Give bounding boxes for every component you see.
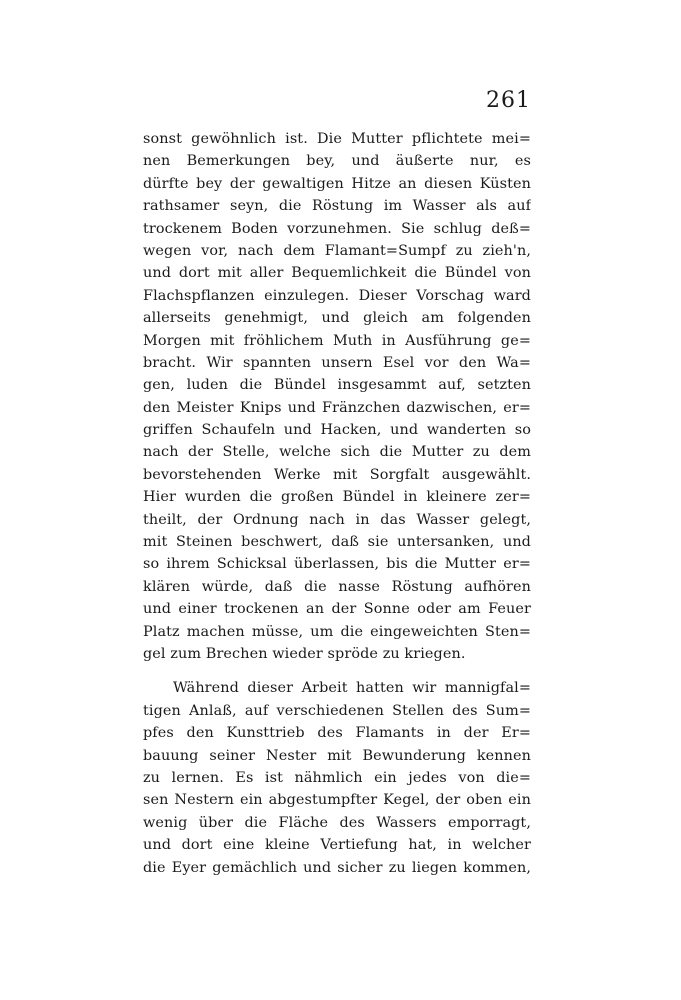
text-line: bracht. Wir spannten unsern Esel vor den Wa= — [143, 354, 531, 371]
paragraph — [143, 128, 531, 665]
text-line: gen, luden die Bündel insgesammt auf, setzten — [143, 377, 531, 394]
text-line: pfes den Kunsttrieb des Flamants in der Er= — [143, 725, 531, 742]
text-line: tigen Anlaß, auf verschiedenen Stellen des Sum= — [143, 702, 531, 719]
text-line: sonst gewöhnlich ist. Die Mutter pflichtete mei= — [143, 131, 531, 147]
page-number: 261 — [486, 88, 531, 113]
text-line: und dort eine kleine Vertiefung hat, in welcher — [143, 837, 531, 854]
text-line: zu lernen. Es ist nähmlich ein jedes von die= — [143, 769, 531, 786]
text-line: Flachspflanzen einzulegen. Dieser Vorschag ward — [143, 287, 531, 304]
text-line: wenig über die Fläche des Wassers emporragt, — [143, 814, 531, 831]
text-line: Während dieser Arbeit hatten wir mannigfal= — [173, 680, 531, 697]
text-line: nach der Stelle, welche sich die Mutter zu dem — [143, 444, 531, 461]
paragraph-gap — [143, 665, 531, 677]
text-line: theilt, der Ordnung nach in das Wasser gelegt, — [143, 511, 531, 528]
text-line: wegen vor, nach dem Flamant=Sumpf zu zieh'n, — [143, 242, 531, 259]
text-line: allerseits genehmigt, und gleich am folgenden — [143, 310, 531, 327]
paragraph — [143, 677, 531, 879]
text-line: bauung seiner Nester mit Bewunderung kennen — [143, 747, 531, 764]
text-line: trockenem Boden vorzunehmen. Sie schlug deß= — [143, 220, 531, 237]
text-line: die Eyer gemächlich und sicher zu liegen kommen, — [143, 859, 531, 876]
text-line: Platz machen müsse, um die eingeweichten Sten= — [143, 623, 531, 640]
text-line: griffen Schaufeln und Hacken, und wanderten so — [143, 422, 531, 439]
text-line: bevorstehenden Werke mit Sorgfalt ausgewählt. — [143, 466, 531, 483]
text-line: gel zum Brechen wieder spröde zu kriegen. — [143, 645, 466, 662]
text-line: Hier wurden die großen Bündel in kleinere zer= — [143, 489, 531, 506]
text-line: klären würde, daß die nasse Röstung aufhören — [143, 578, 531, 595]
text-line: Morgen mit fröhlichem Muth in Ausführung ge= — [143, 332, 531, 349]
text-line: mit Steinen beschwert, daß sie untersanken, und — [143, 534, 531, 551]
text-line: dürfte bey der gewaltigen Hitze an diesen Küsten — [143, 175, 531, 192]
text-line: nen Bemerkungen bey, und äußerte nur, es — [143, 153, 531, 170]
text-line: den Meister Knips und Fränzchen dazwischen, er= — [143, 399, 531, 416]
text-line: sen Nestern ein abgestumpfter Kegel, der oben ein — [143, 792, 531, 809]
body-text — [143, 128, 531, 879]
text-line: und dort mit aller Bequemlichkeit die Bündel von — [143, 265, 531, 282]
text-line: rathsamer seyn, die Röstung im Wasser als auf — [143, 198, 531, 215]
text-line: und einer trockenen an der Sonne oder am Feuer — [143, 601, 531, 618]
text-line: so ihrem Schicksal überlassen, bis die Mutter er= — [143, 556, 531, 573]
